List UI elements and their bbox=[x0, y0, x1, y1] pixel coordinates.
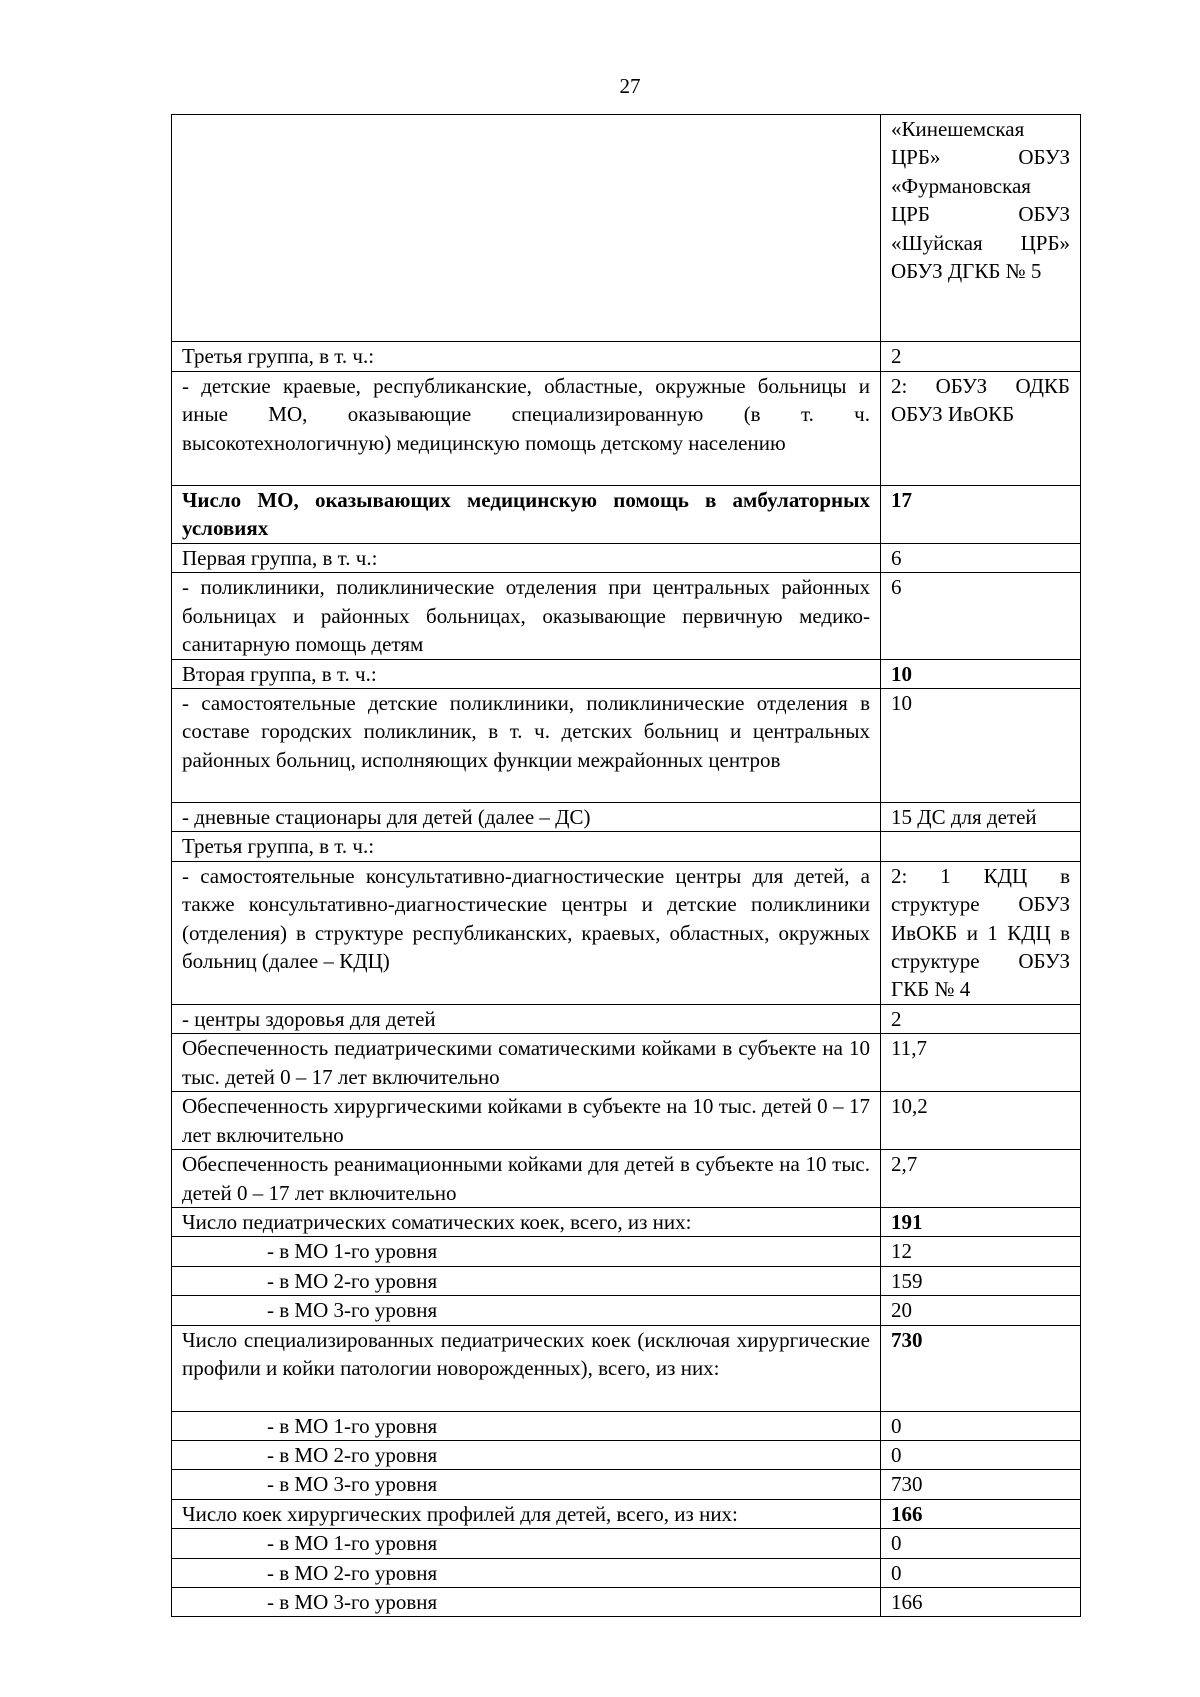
row-value: 2,7 bbox=[881, 1150, 1081, 1208]
table-row bbox=[172, 1440, 1081, 1469]
row-label: Число специализированных педиатрических коек (исключая хирургические профили и койки патологии новорожденных), всего, из них: bbox=[172, 1325, 881, 1411]
table-row bbox=[172, 832, 1081, 861]
row-label: - в МО 2-го уровня bbox=[172, 1266, 881, 1295]
row-label: Число коек хирургических профилей для детей, всего, из них: bbox=[172, 1499, 881, 1528]
row-label: Число МО, оказывающих медицинскую помощь в амбулаторных условиях bbox=[172, 486, 881, 544]
row-label: Вторая группа, в т. ч.: bbox=[172, 659, 881, 688]
table-row bbox=[172, 1587, 1081, 1616]
row-value: 730 bbox=[881, 1470, 1081, 1499]
row-value: 10,2 bbox=[881, 1092, 1081, 1150]
row-label: - в МО 2-го уровня bbox=[172, 1440, 881, 1469]
row-label: Третья группа, в т. ч.: bbox=[172, 832, 881, 861]
table-row bbox=[172, 1207, 1081, 1236]
row-label: - в МО 1-го уровня bbox=[172, 1411, 881, 1440]
row-value: 166 bbox=[881, 1587, 1081, 1616]
row-label: Обеспеченность педиатрическими соматическими койками в субъекте на 10 тыс. детей 0 – 17 лет включительно bbox=[172, 1034, 881, 1092]
row-value: 0 bbox=[881, 1440, 1081, 1469]
row-value: 2: 1 КДЦ в структуре ОБУЗ ИвОКБ и 1 КДЦ в структуре ОБУЗ ГКБ № 4 bbox=[881, 861, 1081, 1004]
row-value: 10 bbox=[881, 689, 1081, 803]
row-value: 0 bbox=[881, 1411, 1081, 1440]
row-label bbox=[172, 115, 881, 342]
table-row bbox=[172, 659, 1081, 688]
row-label: - в МО 1-го уровня bbox=[172, 1529, 881, 1558]
row-value: 0 bbox=[881, 1558, 1081, 1587]
table-row bbox=[172, 1470, 1081, 1499]
table-row bbox=[172, 1266, 1081, 1295]
row-label: - в МО 3-го уровня bbox=[172, 1296, 881, 1325]
row-label: - самостоятельные консультативно-диагностические центры для детей, а также консультативно-диагностические центры и детские поликлиники (отделения) в структуре республиканских, краевых, областных, окружных больниц (далее – КДЦ) bbox=[172, 861, 881, 1004]
table-row bbox=[172, 342, 1081, 372]
row-value: 2: ОБУЗ ОДКБ ОБУЗ ИвОКБ bbox=[881, 372, 1081, 486]
table-row bbox=[172, 1529, 1081, 1558]
row-value: 2 bbox=[881, 1004, 1081, 1033]
table-row bbox=[172, 861, 1081, 1004]
row-value: 6 bbox=[881, 544, 1081, 573]
table-row bbox=[172, 803, 1081, 832]
row-label: Обеспеченность хирургическими койками в субъекте на 10 тыс. детей 0 – 17 лет включительно bbox=[172, 1092, 881, 1150]
row-value: 12 bbox=[881, 1237, 1081, 1266]
row-value: «Кинешемская ЦРБ» ОБУЗ «Фурмановская ЦРБ ОБУЗ «Шуйская ЦРБ» ОБУЗ ДГКБ № 5 bbox=[881, 115, 1081, 342]
table-row bbox=[172, 1296, 1081, 1325]
table-row bbox=[172, 1004, 1081, 1033]
row-value: 730 bbox=[881, 1325, 1081, 1411]
table-row bbox=[172, 1150, 1081, 1208]
row-label: - самостоятельные детские поликлиники, поликлинические отделения в составе городских поликлиник, в т. ч. детских больниц и центральных районных больниц, исполняющих функции межрайонных центров bbox=[172, 689, 881, 803]
table-row bbox=[172, 1325, 1081, 1411]
table-row bbox=[172, 689, 1081, 803]
row-label: Обеспеченность реанимационными койками для детей в субъекте на 10 тыс. детей 0 – 17 лет включительно bbox=[172, 1150, 881, 1208]
row-value: 191 bbox=[881, 1207, 1081, 1236]
table-row bbox=[172, 372, 1081, 486]
row-value: 159 bbox=[881, 1266, 1081, 1295]
row-label: - в МО 1-го уровня bbox=[172, 1237, 881, 1266]
table-row bbox=[172, 115, 1081, 342]
row-value bbox=[881, 832, 1081, 861]
row-label: - детские краевые, республиканские, областные, окружные больницы и иные МО, оказывающие специализированную (в т. ч. высокотехнологичную) медицинскую помощь детскому населению bbox=[172, 372, 881, 486]
row-label: - поликлиники, поликлинические отделения при центральных районных больницах и районных больницах, оказывающие первичную медико-санитарную помощь детям bbox=[172, 573, 881, 659]
table-row bbox=[172, 486, 1081, 544]
row-label: - дневные стационары для детей (далее – ДС) bbox=[172, 803, 881, 832]
page-number: 27 bbox=[619, 74, 641, 98]
table-row bbox=[172, 1237, 1081, 1266]
table-row bbox=[172, 544, 1081, 573]
table-row bbox=[172, 573, 1081, 659]
row-label: - центры здоровья для детей bbox=[172, 1004, 881, 1033]
row-value: 11,7 bbox=[881, 1034, 1081, 1092]
row-value: 20 bbox=[881, 1296, 1081, 1325]
row-value: 10 bbox=[881, 659, 1081, 688]
row-label: - в МО 3-го уровня bbox=[172, 1587, 881, 1616]
table-row bbox=[172, 1411, 1081, 1440]
row-value: 6 bbox=[881, 573, 1081, 659]
table-row bbox=[172, 1558, 1081, 1587]
table-row bbox=[172, 1499, 1081, 1528]
row-label: Первая группа, в т. ч.: bbox=[172, 544, 881, 573]
row-label: Число педиатрических соматических коек, всего, из них: bbox=[172, 1207, 881, 1236]
row-value: 166 bbox=[881, 1499, 1081, 1528]
row-value: 2 bbox=[881, 342, 1081, 372]
row-label: Третья группа, в т. ч.: bbox=[172, 342, 881, 372]
row-value: 0 bbox=[881, 1529, 1081, 1558]
row-value: 15 ДС для детей bbox=[881, 803, 1081, 832]
row-label: - в МО 3-го уровня bbox=[172, 1470, 881, 1499]
table-row bbox=[172, 1092, 1081, 1150]
row-value: 17 bbox=[881, 486, 1081, 544]
table-row bbox=[172, 1034, 1081, 1092]
data-table bbox=[171, 114, 1081, 1617]
row-label: - в МО 2-го уровня bbox=[172, 1558, 881, 1587]
